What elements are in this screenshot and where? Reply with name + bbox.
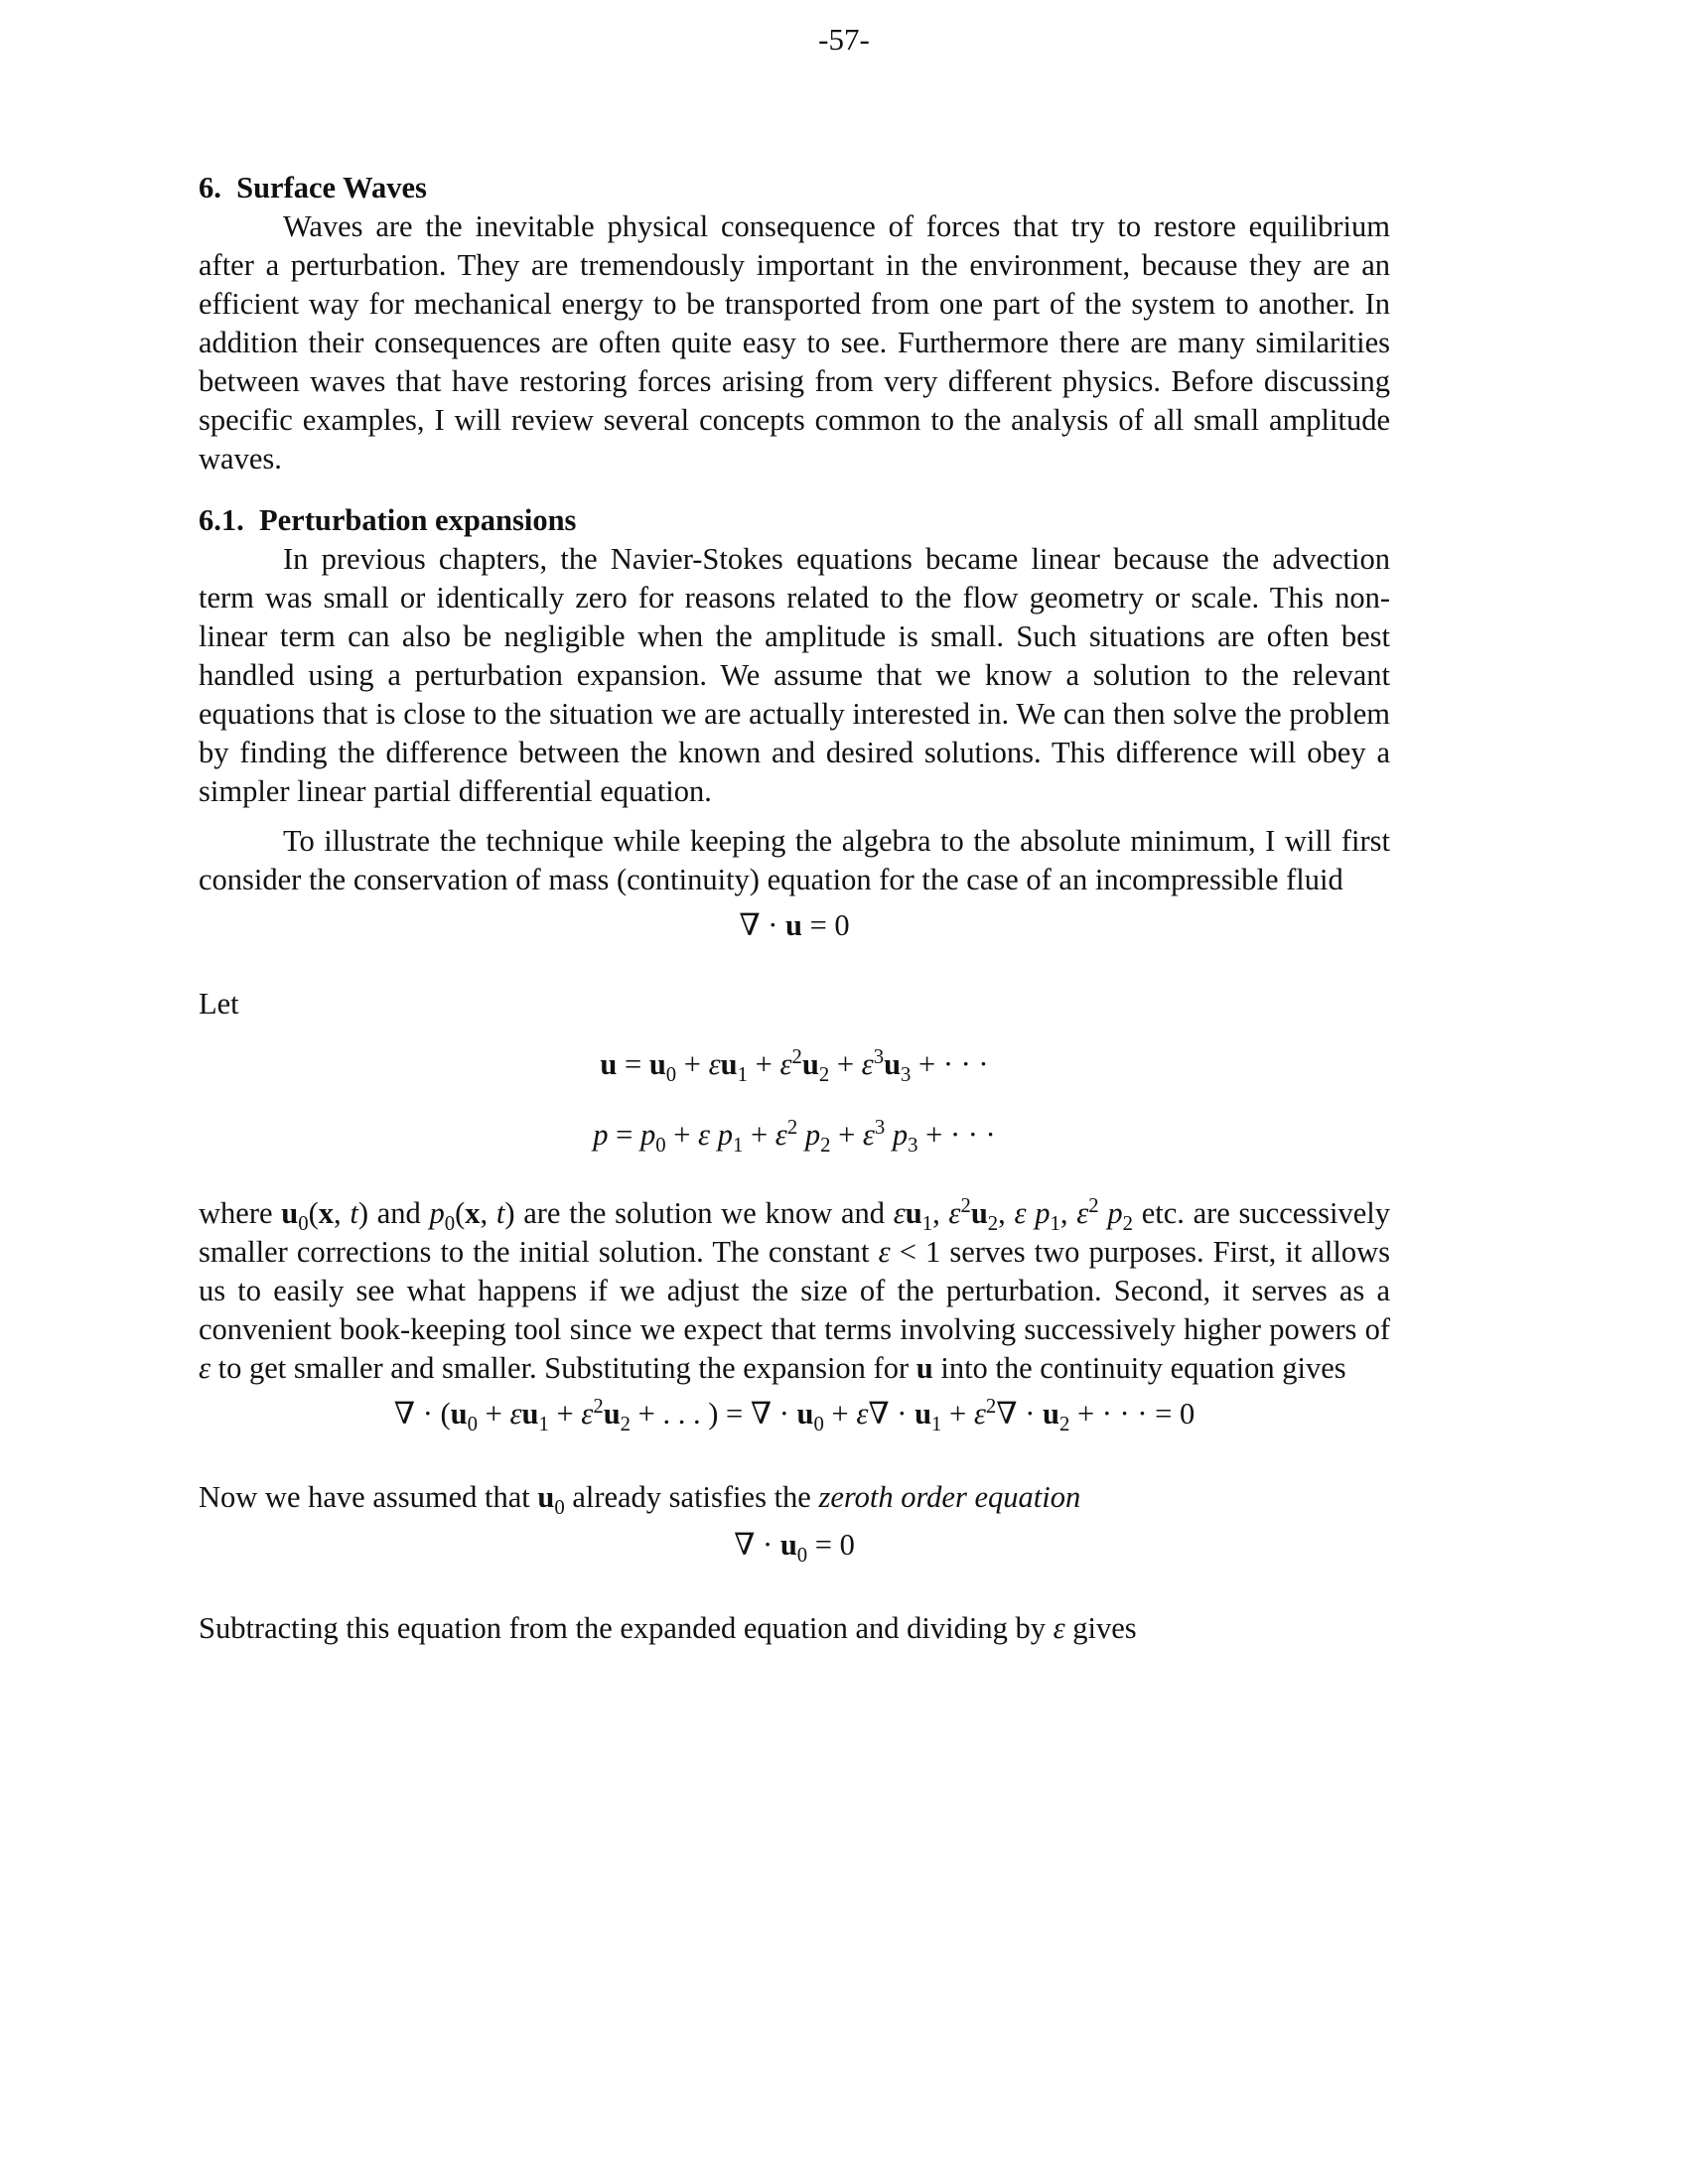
subsection-paragraph-1: In previous chapters, the Navier-Stokes equations became linear because the advection term was small or identically zero for reasons related to the flow geometry or scale. This non-linear term can also be negligible when the amplitude is small. Such situations are often best handled using a perturbation expansion. We assume that we know a solution to the relevant equations that is close to the situation we are actually interested in. We can then solve the problem by finding the difference between the known and desired solutions. This difference will obey a simpler linear partial differential equation. [199,542,1390,808]
subsection-paragraph-2: To illustrate the technique while keeping the algebra to the absolute minimum, I will first consider the conservation of mass (continuity) equation for the case of an incompressible fluid [199,824,1390,896]
subsection-paragraph-5: Subtracting this equation from the expanded equation and dividing by ε gives [199,1611,1137,1645]
subsection-title: Perturbation expansions [259,503,577,537]
equation-pressure-expansion: $p = p_0 + \varepsilon$ $p_1 + \varepsilon^2$ $p_2 + \varepsilon^3$ $p_3$ + · · · [593,1116,996,1158]
subsection-number: 6.1. [199,503,244,537]
page-number: -57- [818,22,870,57]
section-intro-paragraph: Waves are the inevitable physical consequence of forces that try to restore equilibrium after a perturbation. They are tremendously important in the environment, because they are an efficient way for mechanical energy to be transported from one part of the system to another. In addition their consequences are often quite easy to see. Furthermore there are many similarities between waves that have restoring forces arising from very different physics. Before discussing specific examples, I will review several concepts common to the analysis of all small amplitude waves. [199,209,1390,476]
page-body [199,169,1390,1648]
equation-continuity: ∇ · u = 0 [739,908,850,942]
equation-expanded-continuity: ∇ · ($u_0 + \varepsilon u_1 + \varepsilon^2u_2$ + . . . ) = ∇ · $u_0 + \varepsilon\nabla \cdot u_1 + \varepsilon^2\nabla \cdot u_2$ + · · · = 0 [393,1395,1196,1436]
let-label: Let [199,987,239,1021]
subsection-paragraph-4: Now we have assumed that $u_0$ already satisfies the zeroth order equation [199,1480,1081,1520]
equation-zeroth-order: ∇ · $u_0 = 0$ [734,1528,855,1568]
section-heading [199,169,1390,207]
section-number: 6. [199,171,221,205]
section-title: Surface Waves [236,171,427,205]
subsection-heading [199,501,1390,540]
equation-velocity-expansion: $u = u_0 + \varepsilon u_1 + \varepsilon^2u_2 + \varepsilon^3u_3$ + · · · [600,1045,989,1087]
subsection-paragraph-3: where $u_0(x$, t) and $p_0(x$, t) are the solution we know and $\varepsilon u_1$, $\varepsilon^2u_2$, ε $p_1$, $\varepsilon^2$ $p_2$ etc. are successively smaller corrections to the initial solution. The constant ε < 1 serves two purposes. First, it allows us to easily see what happens if we adjust the size of the perturbation. Second, it serves as a convenient book-keeping tool since we expect that terms involving successively higher powers of ε to get smaller and smaller. Substituting the expansion for u into the continuity equation gives [199,1194,1390,1385]
